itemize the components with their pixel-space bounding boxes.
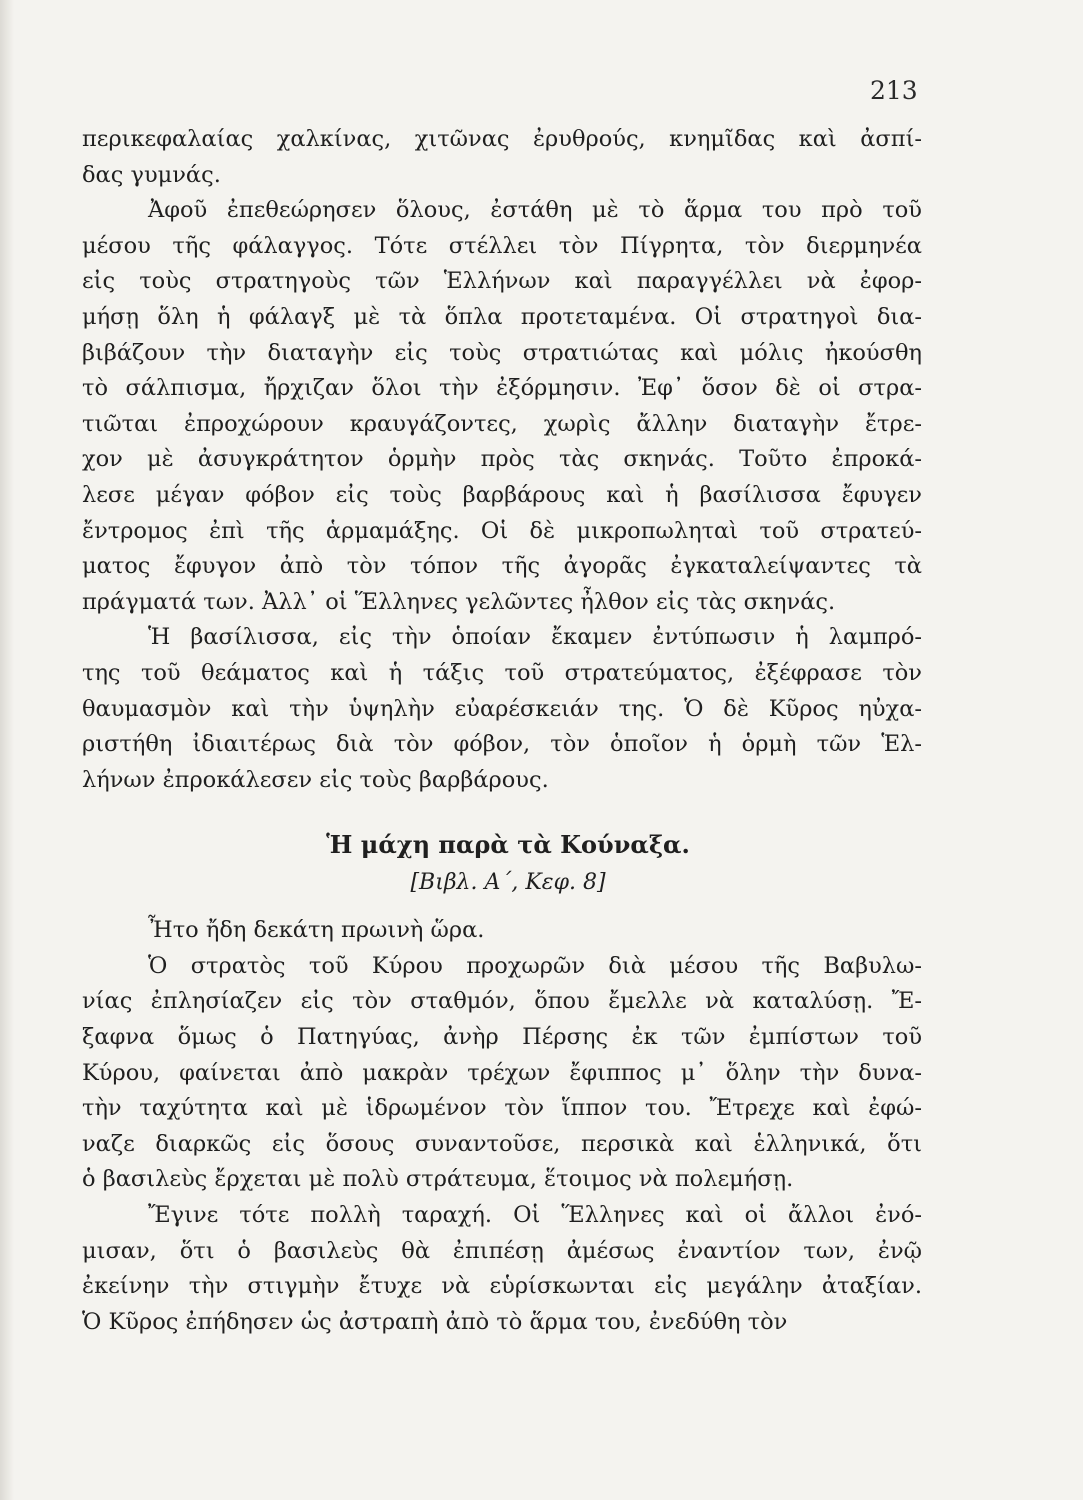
- paragraph: [82, 620, 922, 798]
- page-edge-shadow: [0, 0, 14, 1500]
- text-line: μισαν, ὅτι ὁ βασιλεὺς θὰ ἐπιπέσῃ ἀμέσως ἐναντίον των, ἐνῷ: [82, 1237, 922, 1264]
- text-line: Κύρου, φαίνεται ἀπὸ μακρὰν τρέχων ἔφιππος μ᾽ ὅλην τὴν δυνα-: [82, 1059, 922, 1086]
- text-line: τὸ σάλπισμα, ἤρχιζαν ὅλοι τὴν ἐξόρμησιν. Ἐφ᾽ ὅσον δὲ οἱ στρα-: [82, 375, 922, 402]
- text-line: μήσῃ ὅλη ἡ φάλαγξ μὲ τὰ ὅπλα προτεταμένα. Οἱ στρατηγοὶ δια-: [82, 303, 922, 330]
- text-body: [82, 122, 922, 1340]
- page-number: 213: [870, 76, 918, 105]
- text-line: ἐκείνην τὴν στιγμὴν ἔτυχε νὰ εὑρίσκωνται εἰς μεγάλην ἀταξίαν.: [82, 1273, 922, 1300]
- text-before-heading: [82, 122, 922, 798]
- text-line: νίας ἐπλησίαζεν εἰς τὸν σταθμόν, ὅπου ἔμελλε νὰ καταλύσῃ. Ἔ-: [82, 988, 922, 1015]
- text-line: βιβάζουν τὴν διαταγὴν εἰς τοὺς στρατιώτας καὶ μόλις ἠκούσθη: [82, 339, 922, 366]
- text-line: τὴν ταχύτητα καὶ μὲ ἱδρωμένον τὸν ἵππον του. Ἔτρεχε καὶ ἐφώ-: [82, 1095, 922, 1122]
- text-line: λεσε μέγαν φόβον εἰς τοὺς βαρβάρους καὶ ἡ βασίλισσα ἔφυγεν: [82, 481, 922, 508]
- text-line: Ἔγινε τότε πολλὴ ταραχή. Οἱ Ἕλληνες καὶ οἱ ἄλλοι ἐνό-: [148, 1202, 922, 1229]
- text-line: δας γυμνάς.: [82, 161, 221, 188]
- text-line: πράγματά των. Ἀλλ᾽ οἱ Ἕλληνες γελῶντες ἦλθον εἰς τὰς σκηνάς.: [82, 588, 836, 615]
- text-line: Ἀφοῦ ἐπεθεώρησεν ὅλους, ἐστάθη μὲ τὸ ἅρμα του πρὸ τοῦ: [148, 197, 922, 224]
- text-line: χον μὲ ἀσυγκράτητον ὁρμὴν πρὸς τὰς σκηνάς. Τοῦτο ἐπροκά-: [82, 446, 922, 473]
- paragraph: [82, 949, 922, 1198]
- text-line: λήνων ἐπροκάλεσεν εἰς τοὺς βαρβάρους.: [82, 766, 549, 793]
- text-line: Ὁ Κῦρος ἐπήδησεν ὡς ἀστραπὴ ἀπὸ τὸ ἅρμα του, ἐνεδύθη τὸν: [82, 1308, 788, 1335]
- text-line: τιῶται ἐπροχώρουν κραυγάζοντες, χωρὶς ἄλλην διαταγὴν ἔτρε-: [82, 410, 922, 437]
- text-line: Ὁ στρατὸς τοῦ Κύρου προχωρῶν διὰ μέσου τῆς Βαβυλω-: [148, 952, 922, 979]
- text-line: ξαφνα ὅμως ὁ Πατηγύας, ἀνὴρ Πέρσης ἐκ τῶν ἐμπίστων τοῦ: [82, 1024, 922, 1051]
- paragraph: [82, 122, 922, 193]
- text-after-heading: [82, 913, 922, 1340]
- text-line: ριστήθη ἰδιαιτέρως διὰ τὸν φόβον, τὸν ὁποῖον ἡ ὁρμὴ τῶν Ἑλ-: [82, 731, 922, 758]
- text-line: Ἦτο ἤδη δεκάτη πρωινὴ ὥρα.: [148, 917, 485, 944]
- text-line: μέσου τῆς φάλαγγος. Τότε στέλλει τὸν Πίγρητα, τὸν διερμηνέα: [82, 232, 922, 259]
- section-reference: [Βιβλ. Α΄, Κεφ. 8]: [410, 870, 606, 896]
- text-line: θαυμασμὸν καὶ τὴν ὑψηλὴν εὐαρέσκειάν της. Ὁ δὲ Κῦρος ηὐχα-: [82, 695, 922, 722]
- text-line: της τοῦ θεάματος καὶ ἡ τάξις τοῦ στρατεύματος, ἐξέφρασε τὸν: [82, 659, 922, 686]
- paragraph: [82, 913, 922, 949]
- text-line: ἔντρομος ἐπὶ τῆς ἁρμαμάξης. Οἱ δὲ μικροπωληταὶ τοῦ στρατεύ-: [82, 517, 922, 544]
- text-line: Ἡ βασίλισσα, εἰς τὴν ὁποίαν ἔκαμεν ἐντύπωσιν ἡ λαμπρό-: [148, 624, 922, 651]
- text-line: ματος ἔφυγον ἀπὸ τὸν τόπον τῆς ἀγορᾶς ἐγκαταλείψαντες τὰ: [82, 553, 922, 580]
- text-line: εἰς τοὺς στρατηγοὺς τῶν Ἑλλήνων καὶ παραγγέλλει νὰ ἐφορ-: [82, 268, 922, 295]
- text-line: ναζε διαρκῶς εἰς ὅσους συναντοῦσε, περσικὰ καὶ ἑλληνικά, ὅτι: [82, 1130, 922, 1157]
- paragraph: [82, 1198, 922, 1340]
- section-heading: Ἡ μάχη παρὰ τὰ Κούναξα.: [326, 830, 690, 860]
- text-line: περικεφαλαίας χαλκίνας, χιτῶνας ἐρυθρούς, κνημῖδας καὶ ἀσπί-: [82, 126, 922, 152]
- paragraph: [82, 193, 922, 620]
- text-line: ὁ βασιλεὺς ἔρχεται μὲ πολὺ στράτευμα, ἕτοιμος νὰ πολεμήσῃ.: [82, 1166, 794, 1193]
